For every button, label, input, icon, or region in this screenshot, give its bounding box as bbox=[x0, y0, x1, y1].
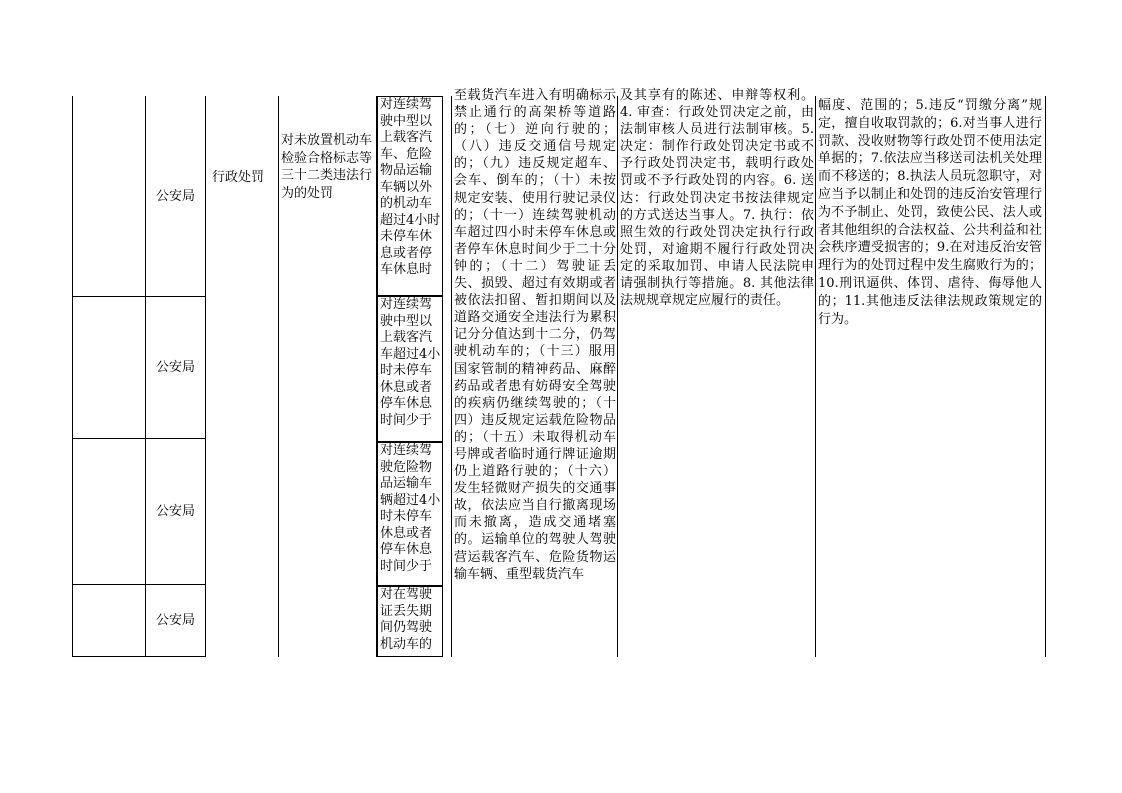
dept-cell: 公安局 bbox=[155, 613, 195, 628]
table-border-left bbox=[72, 96, 73, 657]
category-cell: 行政处罚 bbox=[212, 170, 265, 185]
item-cell: 对连续驾驶中型以上载客汽车超过4小时未停车休息或者停车休息时间少于 bbox=[380, 297, 441, 428]
dept-cell: 公安局 bbox=[155, 504, 195, 519]
subject-cell: 对未放置机动车检验合格标志等三十二类违法行为的处罚 bbox=[281, 133, 373, 201]
item-cell: 对在驾驶证丢失期间仍驾驶机动车的 bbox=[380, 587, 433, 652]
legal-basis-cell bbox=[454, 87, 616, 656]
table-border-bottom bbox=[72, 656, 206, 657]
item-cell: 对连续驾驶危险物品运输车辆超过4小时未停车休息或者停车休息时间少于 bbox=[380, 443, 441, 574]
dept-cell: 公安局 bbox=[155, 360, 195, 375]
table-border-right bbox=[1045, 96, 1046, 657]
procedure-cell bbox=[620, 87, 814, 417]
column-divider bbox=[205, 96, 206, 657]
column-divider bbox=[451, 96, 452, 657]
column-divider bbox=[815, 96, 816, 657]
dept-cell: 公安局 bbox=[155, 189, 195, 204]
column-divider bbox=[617, 96, 618, 657]
procedure-text: 及其享有的陈述、申辩等权利。4. 审查：行政处罚决定之前，由法制审核人员进行法制审核。5. 决定：制作行政处罚决定书或不予行政处罚决定书，载明行政处罚或不予行政处罚的内容。6. 送达：行政处罚决定书按法律规定的方式送达当事人。7. 执行：依照生效的行政处罚决定执行行政处罚，对逾期不履行行政处罚决定的采取加罚、申请人民法院申请强制执行等措施。8. 其他法律法规规章规定应履行的责任。 bbox=[620, 88, 814, 309]
item-cell: 对连续驾驶中型以上载客汽车、危险物品运输车辆以外的机动车超过4小时未停车休息或者停车休息时 bbox=[380, 97, 441, 277]
liability-cell bbox=[818, 97, 1042, 427]
liability-text: 幅度、范围的；5.违反“罚缴分离”规定，擅自收取罚款的；6.对当事人进行罚款、没收财物等行政处罚不使用法定单据的；7.依法应当移送司法机关处理而不移送的；8.执法人员玩忽职守，对应当予以制止和处罚的违反治安管理行为不予制止、处罚，致使公民、法人或者其他组织的合法权益、公共利益和社会秩序遭受损害的；9.在对违反治安管理行为的处罚过程中发生腐败行为的；10.刑讯逼供、体罚、虐待、侮辱他人的；11.其他违反法律法规政策规定的行为。 bbox=[818, 98, 1042, 327]
legal-basis-text: 至载货汽车进入有明确标示禁止通行的高架桥等道路的；（七）逆向行驶的；（八）违反交通信号规定的；（九）违反规定超车、会车、倒车的；（十）未按规定安装、使用行驶记录仪的；（十一）连续驾驶机动车超过四小时未停车休息或者停车休息时间少于二十分钟的；（十二）驾驶证丢失、损毁、超过有效期或者被依法扣留、暂扣期间以及道路交通安全违法行为累积记分分值达到十二分，仍驾驶机动车的；（十三）服用国家管制的精神药品、麻醉药品或者患有妨碍安全驾驶的疾病仍继续驾驶的；（十四）违反规定运载危险物品的；（十五）未取得机动车号牌或者临时通行牌证逾期仍上道路行驶的；（十六）发生轻微财产损失的交通事故，依法应当自行撤离现场而未撤离，造成交通堵塞的。运输单位的驾驶人驾驶营运载客汽车、危险货物运输车辆、重型载货汽车 bbox=[454, 88, 616, 582]
column-divider bbox=[278, 96, 279, 657]
